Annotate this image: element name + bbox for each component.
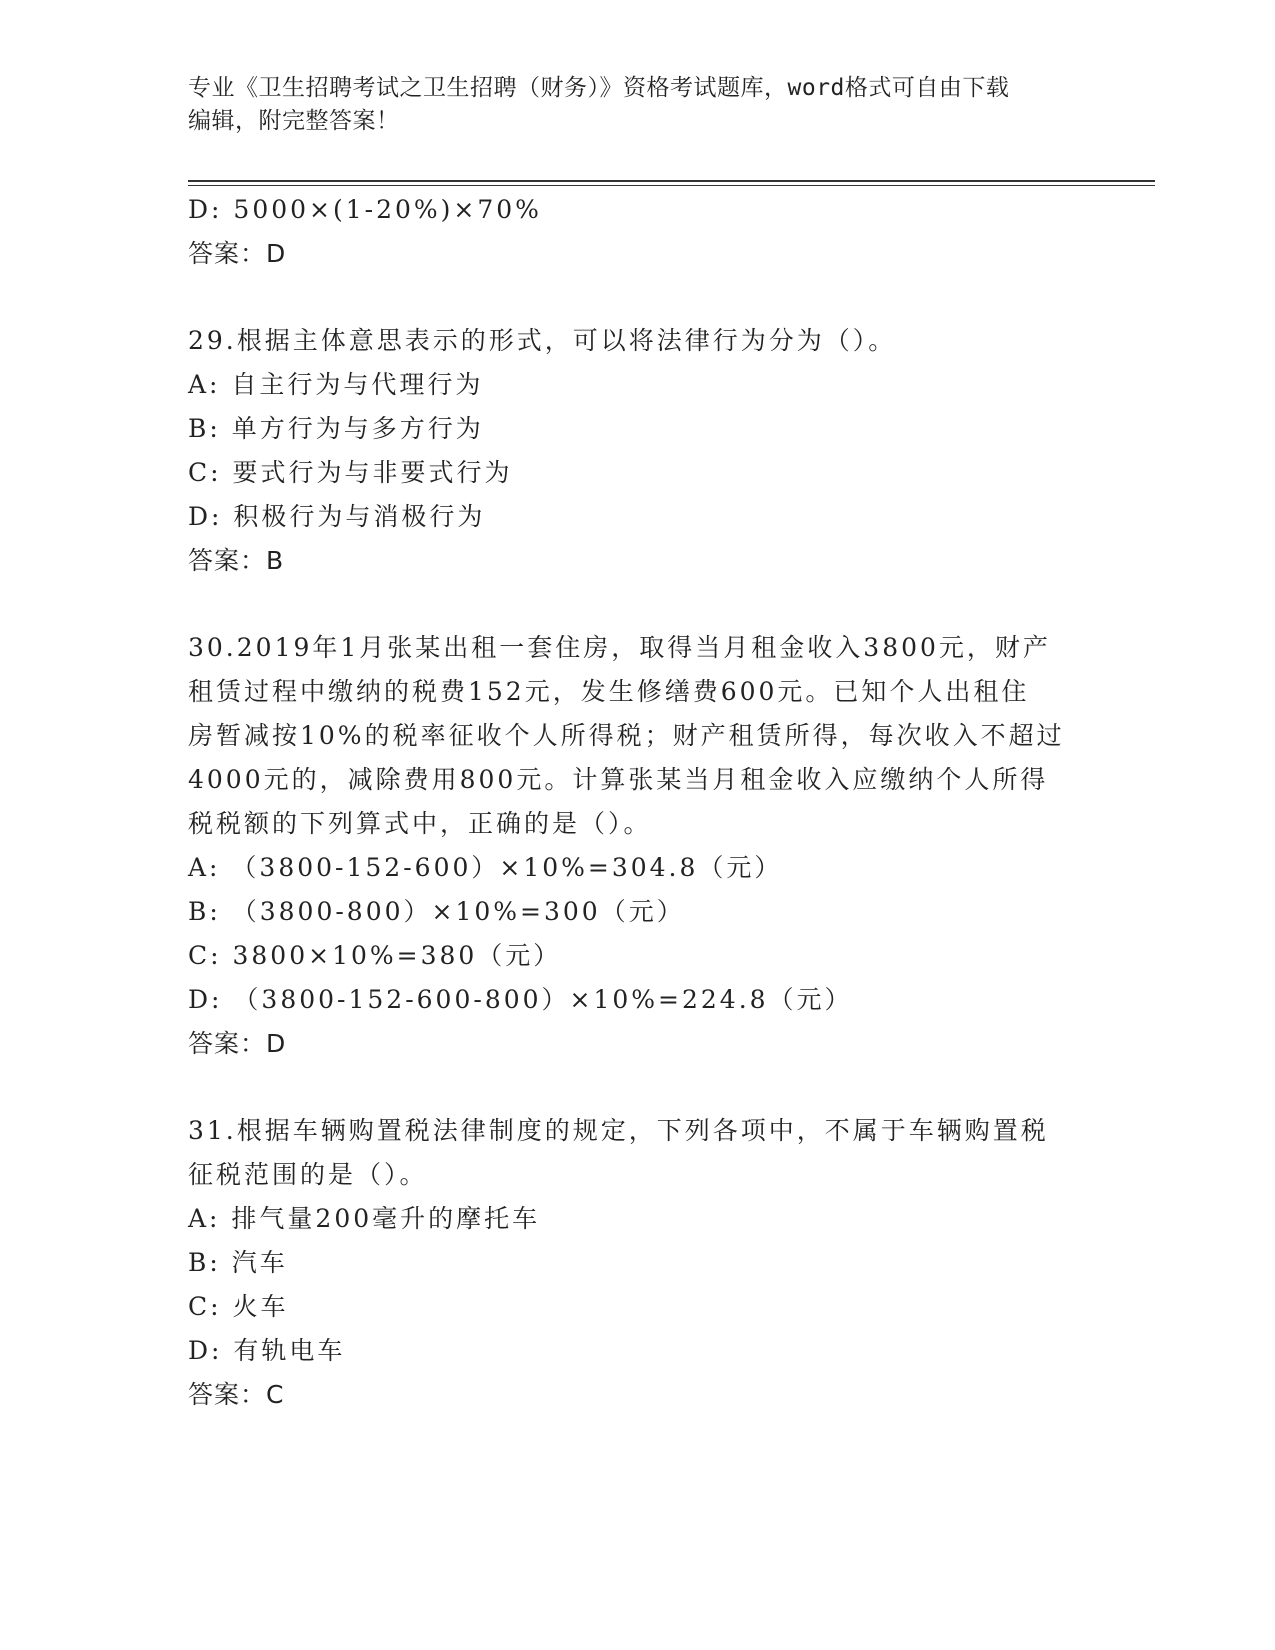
q31-option-c: C: 火车 (188, 1292, 289, 1321)
q31-option-d: D: 有轨电车 (188, 1336, 346, 1365)
q31-stem-line-2: 征税范围的是（）。 (188, 1160, 428, 1189)
q31-option-a: A: 排气量200毫升的摩托车 (188, 1204, 541, 1233)
header-line-2: 编辑，附完整答案！ (188, 108, 400, 134)
page-header (188, 72, 1088, 138)
header-divider (188, 180, 1155, 182)
q31-stem-line-1: 31.根据车辆购置税法律制度的规定，下列各项中，不属于车辆购置税 (188, 1116, 1049, 1145)
header-line-1: 专业《卫生招聘考试之卫生招聘（财务）》资格考试题库，word格式可自由下载 (188, 75, 1010, 101)
q30-option-a: A: （3800-152-600）×10%=304.8（元） (188, 853, 783, 882)
q30-stem-line-5: 税税额的下列算式中，正确的是（）。 (188, 809, 652, 838)
q29-option-c: C: 要式行为与非要式行为 (188, 458, 513, 487)
q31-answer: 答案：C (188, 1380, 285, 1409)
prev-option-d: D: 5000×(1-20%)×70% (188, 195, 542, 224)
prev-answer: 答案：D (188, 239, 287, 268)
header-divider-thin (188, 185, 1155, 186)
q29-stem: 29.根据主体意思表示的形式，可以将法律行为分为（）。 (188, 326, 897, 355)
q31-option-b: B: 汽车 (188, 1248, 288, 1277)
q30-option-c: C: 3800×10%=380（元） (188, 941, 562, 970)
q29-answer: 答案：B (188, 546, 285, 575)
q30-option-d: D: （3800-152-600-800）×10%=224.8（元） (188, 985, 853, 1014)
q30-stem-line-2: 租赁过程中缴纳的税费152元，发生修缮费600元。已知个人出租住 (188, 677, 1030, 706)
q30-stem-line-1: 30.2019年1月张某出租一套住房，取得当月租金收入3800元，财产 (188, 633, 1051, 662)
q30-stem-line-3: 房暂减按10%的税率征收个人所得税；财产租赁所得，每次收入不超过 (188, 721, 1065, 750)
q29-option-b: B: 单方行为与多方行为 (188, 414, 484, 443)
q29-option-d: D: 积极行为与消极行为 (188, 502, 486, 531)
q30-option-b: B: （3800-800）×10%=300（元） (188, 897, 685, 926)
q30-stem-line-4: 4000元的，减除费用800元。计算张某当月租金收入应缴纳个人所得 (188, 765, 1049, 794)
q30-answer: 答案：D (188, 1029, 287, 1058)
q29-option-a: A: 自主行为与代理行为 (188, 370, 484, 399)
